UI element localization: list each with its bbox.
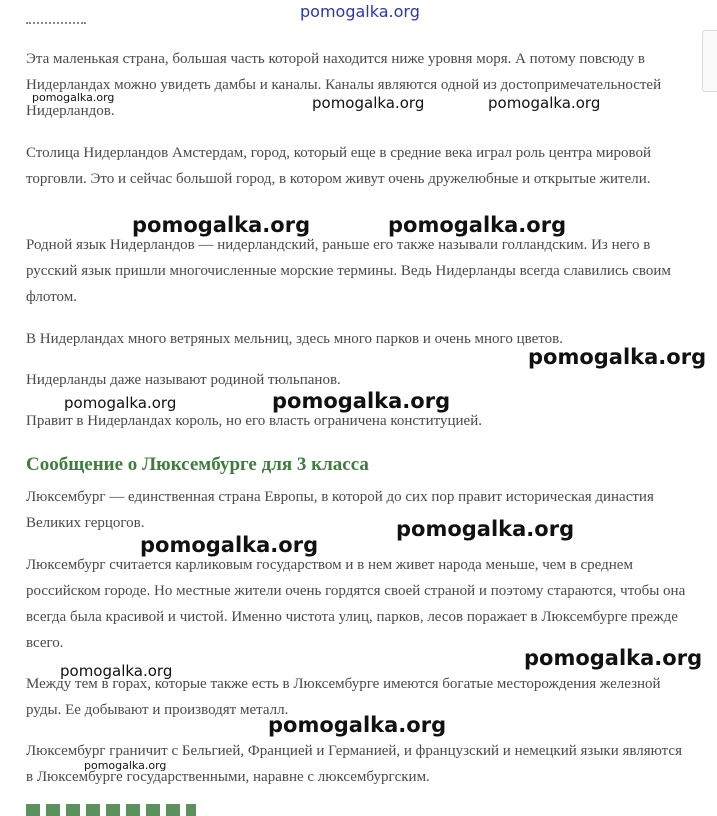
watermark: pomogalka.org [488,94,601,112]
watermark-top: pomogalka.org [300,2,420,21]
cut-off-previous-text [26,8,86,24]
section-heading-luxembourg: Сообщение о Люксембурге для 3 класса [26,454,369,475]
watermark: pomogalka.org [84,759,167,772]
watermark: pomogalka.org [528,345,707,369]
watermark: pomogalka.org [268,713,447,737]
watermark: pomogalka.org [64,394,177,412]
watermark: pomogalka.org [388,213,567,237]
watermark: pomogalka.org [140,533,319,557]
scrollbar-handle[interactable] [702,30,717,92]
paragraph-netherlands-2: Столица Нидерландов Амстердам, город, который еще в средние века играл роль центра мировой торговли. Это и сейчас большой город, в котором живут очень дружелюбные и открытые жители. [26,145,652,187]
paragraph-netherlands-5: Нидерланды даже называют родиной тюльпанов. [26,372,341,388]
watermark: pomogalka.org [272,389,451,413]
watermark: pomogalka.org [60,662,173,680]
paragraph-netherlands-3: Родной язык Нидерландов — нидерландский, раньше его также называли голландским. Из него в русский язык пришли многочисленные морские термины. Ведь Нидерланды всегда славились своим флотом. [26,237,671,305]
paragraph-netherlands-6: Правит в Нидерландах король, но его власть ограничена конституцией. [26,413,482,429]
watermark: pomogalka.org [396,517,575,541]
cut-off-next-heading [26,804,196,816]
watermark: pomogalka.org [524,646,703,670]
paragraph-luxembourg-2: Люксембург считается карликовым государством и в нем живет народа меньше, чем в среднем российском городе. Но местные жители очень гордятся своей страной и поэтому стараются, чтобы она всегда была красивой и чистой. Именно чистота улиц, парков, лесов поражает в Люксембурге прежде всего. [26,557,686,651]
paragraph-netherlands-1: Эта маленькая страна, большая часть которой находится ниже уровня моря. А потому повсюду в Нидерландах можно увидеть дамбы и каналы. Каналы являются одной из достопримечательностей Нидерландов. [26,51,662,119]
paragraph-luxembourg-1: Люксембург — единственная страна Европы, в которой до сих пор правит историческая династия Великих герцогов. [26,489,654,531]
paragraph-luxembourg-3: Между тем в горах, которые также есть в Люксембурге имеются богатые месторождения железной руды. Ее добывают и производят металл. [26,676,661,718]
watermark: pomogalka.org [132,213,311,237]
paragraph-luxembourg-4: Люксембург граничит с Бельгией, Францией и Германией, и французский и немецкий языки являются в Люксембурге государственными, наравне с люксембургским. [26,743,682,785]
watermark: pomogalka.org [312,94,425,112]
watermark: pomogalka.org [32,91,115,104]
paragraph-netherlands-4: В Нидерландах много ветряных мельниц, здесь много парков и очень много цветов. [26,331,563,347]
